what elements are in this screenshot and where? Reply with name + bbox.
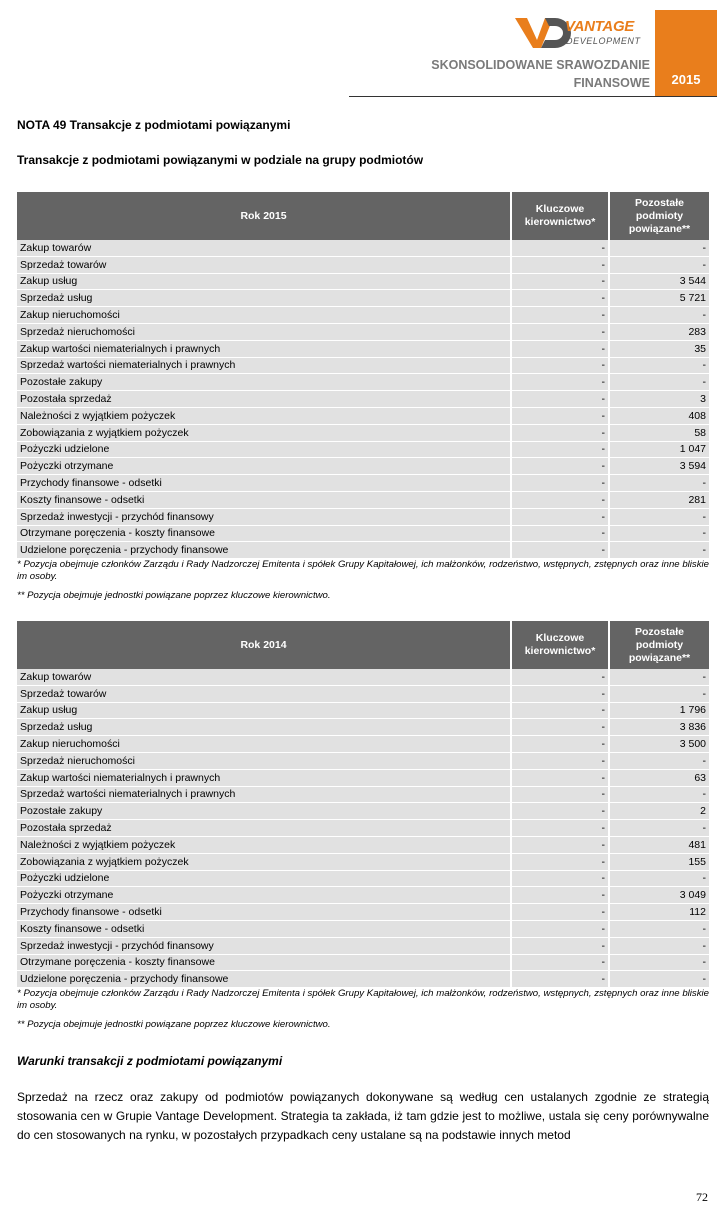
row-other-related-value: -	[609, 240, 709, 256]
row-key-management-value: -	[511, 836, 609, 853]
row-key-management-value: -	[511, 542, 609, 559]
table-2015-year-header: Rok 2015	[17, 192, 511, 240]
terms-title: Warunki transakcji z podmiotami powiązanymi	[17, 1054, 283, 1068]
row-other-related-value: -	[609, 752, 709, 769]
table-row	[17, 904, 709, 921]
row-other-related-value: 155	[609, 853, 709, 870]
table-row	[17, 340, 709, 357]
row-label: Pozostała sprzedaż	[17, 391, 511, 408]
row-key-management-value: -	[511, 290, 609, 307]
row-other-related-value: -	[609, 685, 709, 702]
row-label: Sprzedaż towarów	[17, 685, 511, 702]
header-title	[431, 56, 650, 92]
row-key-management-value: -	[511, 769, 609, 786]
row-key-management-value: -	[511, 256, 609, 273]
footnote-2015-b: ** Pozycja obejmuje jednostki powiązane poprzez kluczowe kierownictwo.	[17, 590, 331, 601]
table-row	[17, 307, 709, 324]
table-row	[17, 971, 709, 988]
row-other-related-value: -	[609, 475, 709, 492]
row-key-management-value: -	[511, 323, 609, 340]
row-key-management-value: -	[511, 702, 609, 719]
logo-subtitle: DEVELOPMENT	[566, 36, 641, 46]
table-row	[17, 685, 709, 702]
row-key-management-value: -	[511, 937, 609, 954]
row-other-related-value: -	[609, 256, 709, 273]
table-row	[17, 786, 709, 803]
row-other-related-value: -	[609, 508, 709, 525]
table-row	[17, 736, 709, 753]
row-other-related-value: 1 047	[609, 441, 709, 458]
row-key-management-value: -	[511, 475, 609, 492]
row-key-management-value: -	[511, 273, 609, 290]
row-label: Pożyczki udzielone	[17, 870, 511, 887]
row-key-management-value: -	[511, 491, 609, 508]
table-row	[17, 458, 709, 475]
row-label: Sprzedaż wartości niematerialnych i prawnych	[17, 786, 511, 803]
row-label: Zakup nieruchomości	[17, 307, 511, 324]
row-label: Pożyczki otrzymane	[17, 887, 511, 904]
table-row	[17, 769, 709, 786]
table-2014-year-header: Rok 2014	[17, 621, 511, 669]
table-row	[17, 508, 709, 525]
row-key-management-value: -	[511, 669, 609, 685]
row-other-related-value: 408	[609, 407, 709, 424]
row-key-management-value: -	[511, 870, 609, 887]
row-other-related-value: -	[609, 954, 709, 971]
row-key-management-value: -	[511, 954, 609, 971]
header-divider	[349, 96, 717, 97]
table-row	[17, 920, 709, 937]
row-other-related-value: 3 049	[609, 887, 709, 904]
row-other-related-value: 35	[609, 340, 709, 357]
footnote-2014-b: ** Pozycja obejmuje jednostki powiązane poprzez kluczowe kierownictwo.	[17, 1019, 331, 1030]
table-row	[17, 542, 709, 559]
table-row	[17, 887, 709, 904]
table-row	[17, 752, 709, 769]
row-label: Sprzedaż towarów	[17, 256, 511, 273]
row-key-management-value: -	[511, 887, 609, 904]
row-other-related-value: 481	[609, 836, 709, 853]
row-other-related-value: -	[609, 374, 709, 391]
row-other-related-value: 2	[609, 803, 709, 820]
row-key-management-value: -	[511, 441, 609, 458]
row-key-management-value: -	[511, 407, 609, 424]
row-key-management-value: -	[511, 786, 609, 803]
row-label: Otrzymane poręczenia - koszty finansowe	[17, 525, 511, 542]
row-other-related-value: 3 836	[609, 719, 709, 736]
row-label: Zobowiązania z wyjątkiem pożyczek	[17, 424, 511, 441]
table-row	[17, 407, 709, 424]
row-other-related-value: -	[609, 937, 709, 954]
row-other-related-value: 3 500	[609, 736, 709, 753]
row-key-management-value: -	[511, 508, 609, 525]
column-other-related: Pozostałe podmioty powiązane**	[609, 192, 709, 240]
row-key-management-value: -	[511, 853, 609, 870]
row-label: Sprzedaż inwestycji - przychód finansowy	[17, 508, 511, 525]
table-row	[17, 491, 709, 508]
row-label: Przychody finansowe - odsetki	[17, 475, 511, 492]
row-key-management-value: -	[511, 685, 609, 702]
row-key-management-value: -	[511, 719, 609, 736]
table-row	[17, 273, 709, 290]
table-row	[17, 441, 709, 458]
table-row	[17, 803, 709, 820]
row-key-management-value: -	[511, 525, 609, 542]
row-label: Zakup usług	[17, 702, 511, 719]
row-key-management-value: -	[511, 736, 609, 753]
header-year: 2015	[671, 72, 701, 87]
row-key-management-value: -	[511, 340, 609, 357]
row-other-related-value: 58	[609, 424, 709, 441]
row-other-related-value: 3 594	[609, 458, 709, 475]
row-label: Pożyczki otrzymane	[17, 458, 511, 475]
table-row	[17, 475, 709, 492]
row-label: Koszty finansowe - odsetki	[17, 491, 511, 508]
row-label: Przychody finansowe - odsetki	[17, 904, 511, 921]
table-row	[17, 323, 709, 340]
row-other-related-value: -	[609, 525, 709, 542]
row-label: Pozostała sprzedaż	[17, 820, 511, 837]
row-other-related-value: -	[609, 870, 709, 887]
table-row	[17, 669, 709, 685]
row-other-related-value: -	[609, 971, 709, 988]
row-other-related-value: 283	[609, 323, 709, 340]
row-other-related-value: 5 721	[609, 290, 709, 307]
footnote-2015-a: * Pozycja obejmuje członków Zarządu i Rady Nadzorczej Emitenta i spółek Grupy Kapitałowej, ich małżonków, rodzeństwo, wstępnych, zstępnych oraz inne bliskie im osoby.	[17, 559, 709, 582]
table-2014-body	[17, 669, 709, 988]
header-title-line1: SKONSOLIDOWANE SRAWOZDANIE	[431, 58, 650, 72]
table-row	[17, 719, 709, 736]
table-row	[17, 290, 709, 307]
row-label: Pozostałe zakupy	[17, 803, 511, 820]
row-key-management-value: -	[511, 971, 609, 988]
section-title: Transakcje z podmiotami powiązanymi w podziale na grupy podmiotów	[17, 153, 424, 167]
row-label: Sprzedaż usług	[17, 719, 511, 736]
row-label: Koszty finansowe - odsetki	[17, 920, 511, 937]
row-label: Zakup towarów	[17, 669, 511, 685]
table-row	[17, 357, 709, 374]
table-row	[17, 374, 709, 391]
row-label: Udzielone poręczenia - przychody finansowe	[17, 542, 511, 559]
row-key-management-value: -	[511, 904, 609, 921]
table-row	[17, 820, 709, 837]
row-key-management-value: -	[511, 424, 609, 441]
row-label: Pozostałe zakupy	[17, 374, 511, 391]
row-other-related-value: 281	[609, 491, 709, 508]
column-other-related: Pozostałe podmioty powiązane**	[609, 621, 709, 669]
column-key-management: Kluczowe kierownictwo*	[511, 621, 609, 669]
row-key-management-value: -	[511, 752, 609, 769]
row-label: Zakup towarów	[17, 240, 511, 256]
row-key-management-value: -	[511, 307, 609, 324]
page-number: 72	[696, 1190, 708, 1204]
row-other-related-value: -	[609, 542, 709, 559]
table-row	[17, 525, 709, 542]
row-key-management-value: -	[511, 391, 609, 408]
note-title: NOTA 49 Transakcje z podmiotami powiązanymi	[17, 118, 291, 132]
row-other-related-value: 1 796	[609, 702, 709, 719]
row-label: Zobowiązania z wyjątkiem pożyczek	[17, 853, 511, 870]
row-label: Pożyczki udzielone	[17, 441, 511, 458]
table-row	[17, 256, 709, 273]
row-other-related-value: -	[609, 820, 709, 837]
row-key-management-value: -	[511, 803, 609, 820]
row-other-related-value: -	[609, 307, 709, 324]
row-label: Otrzymane poręczenia - koszty finansowe	[17, 954, 511, 971]
footnote-2014-a: * Pozycja obejmuje członków Zarządu i Rady Nadzorczej Emitenta i spółek Grupy Kapitałowej, ich małżonków, rodzeństwo, wstępnych, zstępnych oraz inne bliskie im osoby.	[17, 988, 709, 1011]
table-row	[17, 240, 709, 256]
table-row	[17, 853, 709, 870]
table-2015-body	[17, 240, 709, 559]
row-label: Sprzedaż usług	[17, 290, 511, 307]
row-key-management-value: -	[511, 920, 609, 937]
row-label: Należności z wyjątkiem pożyczek	[17, 836, 511, 853]
row-label: Udzielone poręczenia - przychody finansowe	[17, 971, 511, 988]
header-title-line2: FINANSOWE	[573, 76, 650, 90]
table-row	[17, 424, 709, 441]
table-row	[17, 954, 709, 971]
row-label: Zakup wartości niematerialnych i prawnych	[17, 340, 511, 357]
row-label: Sprzedaż inwestycji - przychód finansowy	[17, 937, 511, 954]
table-2015	[17, 192, 709, 559]
row-other-related-value: -	[609, 786, 709, 803]
row-key-management-value: -	[511, 820, 609, 837]
row-label: Należności z wyjątkiem pożyczek	[17, 407, 511, 424]
row-other-related-value: -	[609, 920, 709, 937]
row-label: Sprzedaż wartości niematerialnych i prawnych	[17, 357, 511, 374]
table-2014	[17, 621, 709, 988]
row-key-management-value: -	[511, 357, 609, 374]
table-row	[17, 870, 709, 887]
table-row	[17, 937, 709, 954]
row-label: Sprzedaż nieruchomości	[17, 323, 511, 340]
terms-paragraph: Sprzedaż na rzecz oraz zakupy od podmiotów powiązanych dokonywane są według cen ustalanych zgodnie ze strategią stosowania cen w Grupie Vantage Development. Strategia ta zakłada, iż tam gdzie jest to możliwe, ustala się ceny porównywalne do cen stosowanych na rynku, w pozostałych przypadkach ceny ustalane są na podstawie innych metod	[17, 1090, 709, 1142]
row-key-management-value: -	[511, 374, 609, 391]
row-label: Zakup usług	[17, 273, 511, 290]
logo-wordmark: VANTAGE	[565, 18, 635, 35]
row-other-related-value: 3	[609, 391, 709, 408]
row-key-management-value: -	[511, 458, 609, 475]
row-label: Zakup wartości niematerialnych i prawnych	[17, 769, 511, 786]
row-other-related-value: 112	[609, 904, 709, 921]
row-other-related-value: 63	[609, 769, 709, 786]
row-label: Sprzedaż nieruchomości	[17, 752, 511, 769]
row-key-management-value: -	[511, 240, 609, 256]
row-other-related-value: -	[609, 357, 709, 374]
row-other-related-value: 3 544	[609, 273, 709, 290]
table-row	[17, 391, 709, 408]
table-row	[17, 702, 709, 719]
row-label: Zakup nieruchomości	[17, 736, 511, 753]
row-other-related-value: -	[609, 669, 709, 685]
table-row	[17, 836, 709, 853]
column-key-management: Kluczowe kierownictwo*	[511, 192, 609, 240]
